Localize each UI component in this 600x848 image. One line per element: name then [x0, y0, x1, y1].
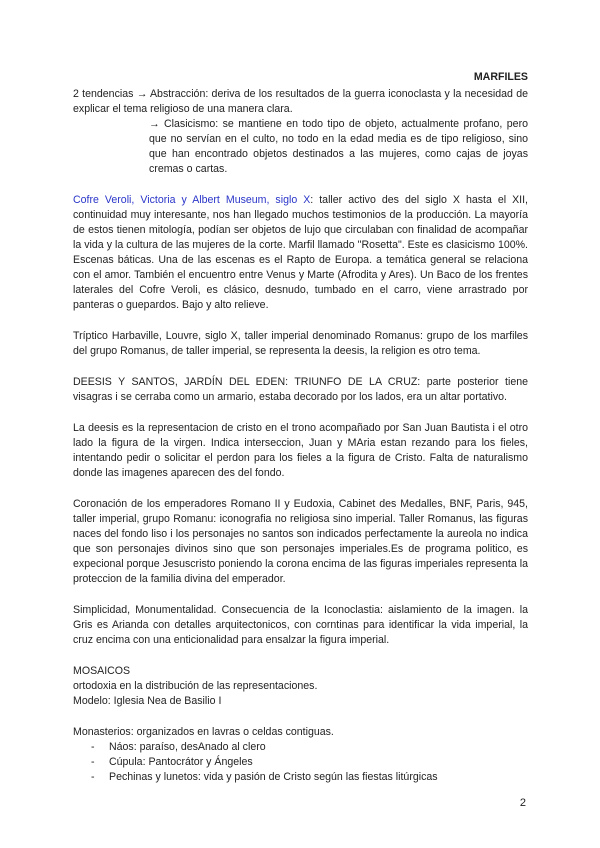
mosaicos-line-2: Modelo: Iglesia Nea de Basilio I — [73, 695, 222, 707]
document-page — [73, 70, 528, 785]
monasterios-list — [91, 740, 528, 785]
cofre-veroli-text: : taller activo des del siglo X hasta el XII, continuidad muy interesante, nos han llegado muchos testimonios de la producción. La mayoría de estos tienen mitología, podían ser objetos de lujo que circulaban con finalidad de acompañar la vida y la cultura de las mujeres de la corte. Marfil llamado "Rosetta". Este es clasicismo 100%. Escenas báticas. Una de las escenas es el Rapto de Europa. a temática general se relaciona con el amor. También el encuentro entre Venus y Marte (Afrodita y Ares). Un Baco de los frentes laterales del Cofre Veroli, es clásico, desnudo, tumbado en el carro, viene arrastrado por panteras o guepardos. Bajo y alto relieve. — [73, 194, 529, 311]
paragraph-tendencias: 2 tendencias → Abstracción: deriva de los resultados de la guerra iconoclasta y la necesidad de explicar el tema religioso de una manera clara. — [73, 88, 528, 115]
mosaicos-line-1: ortodoxia en la distribución de las representaciones. — [73, 680, 318, 692]
list-item: - Náos: paraíso, desAnado al clero — [91, 740, 528, 755]
paragraph-clasicismo: → Clasicismo: se mantiene en todo tipo de objeto, actualmente profano, pero que no servían en el culto, no todo en la edad media es de tipo religioso, sino que han encontrado objetos destinados a las mujeres, como cajas de joyas cremas o cartas. — [149, 118, 528, 175]
page-number: 2 — [519, 797, 526, 809]
section-header: MARFILES — [473, 71, 528, 83]
paragraph-deesis-santos: DEESIS Y SANTOS, JARDÍN DEL EDEN: TRIUNFO DE LA CRUZ: parte posterior tiene visagras i se cerraba como un armario, estaba decorado por los lados, era un altar portativo. — [73, 376, 528, 403]
monasterios-title: Monasterios: organizados en lavras o celdas contiguas. — [73, 726, 334, 738]
paragraph-simplicidad: Simplicidad, Monumentalidad. Consecuencia de la Iconoclastia: aislamiento de la imagen. la Gris es Arianda con detalles arquitectonicos, con corntinas para identificar la vida imperial, la cruz encima con una enticionalidad para ensalzar la figura imperial. — [73, 604, 528, 646]
list-item: - Pechinas y lunetos: vida y pasión de Cristo según las fiestas litúrgicas — [91, 770, 528, 785]
paragraph-cofre-veroli — [73, 193, 528, 313]
cofre-veroli-link[interactable]: Cofre Veroli, Victoria y Albert Museum, siglo X — [73, 194, 311, 206]
list-item: - Cúpula: Pantocrátor y Ángeles — [91, 755, 528, 770]
paragraph-triptico: Tríptico Harbaville, Louvre, siglo X, taller imperial denominado Romanus: grupo de los marfiles del grupo Romanus, de taller imperial, se representa la deesis, la religion es otro tema. — [73, 330, 528, 357]
mosaicos-title: MOSAICOS — [73, 665, 131, 677]
paragraph-coronacion: Coronación de los emperadores Romano II y Eudoxia, Cabinet des Medalles, BNF, Paris, 945, taller imperial, grupo Romanu: iconografia no religiosa sino imperial. Taller Romanus, las figuras naces del fondo liso i los personajes no santos son indicados perfectamente la aureola no indica que son personajes divinos sino que son personajes imperiales.Es de programa politico, es expecional porque Jesuscristo poniendo la corona encima de las figuras imperiales representa la proteccion de la familia divina del emperador. — [73, 498, 528, 585]
paragraph-deesis: La deesis es la representacion de cristo en el trono acompañado por San Juan Bautista i el otro lado la figura de la virgen. Indica interseccion, Juan y MAria estan rezando para los fieles, intentando pedir o solicitar el perdon para los fieles a la figura de Cristo. Falta de naturalismo donde las imagenes aparecen des del fondo. — [73, 422, 528, 479]
